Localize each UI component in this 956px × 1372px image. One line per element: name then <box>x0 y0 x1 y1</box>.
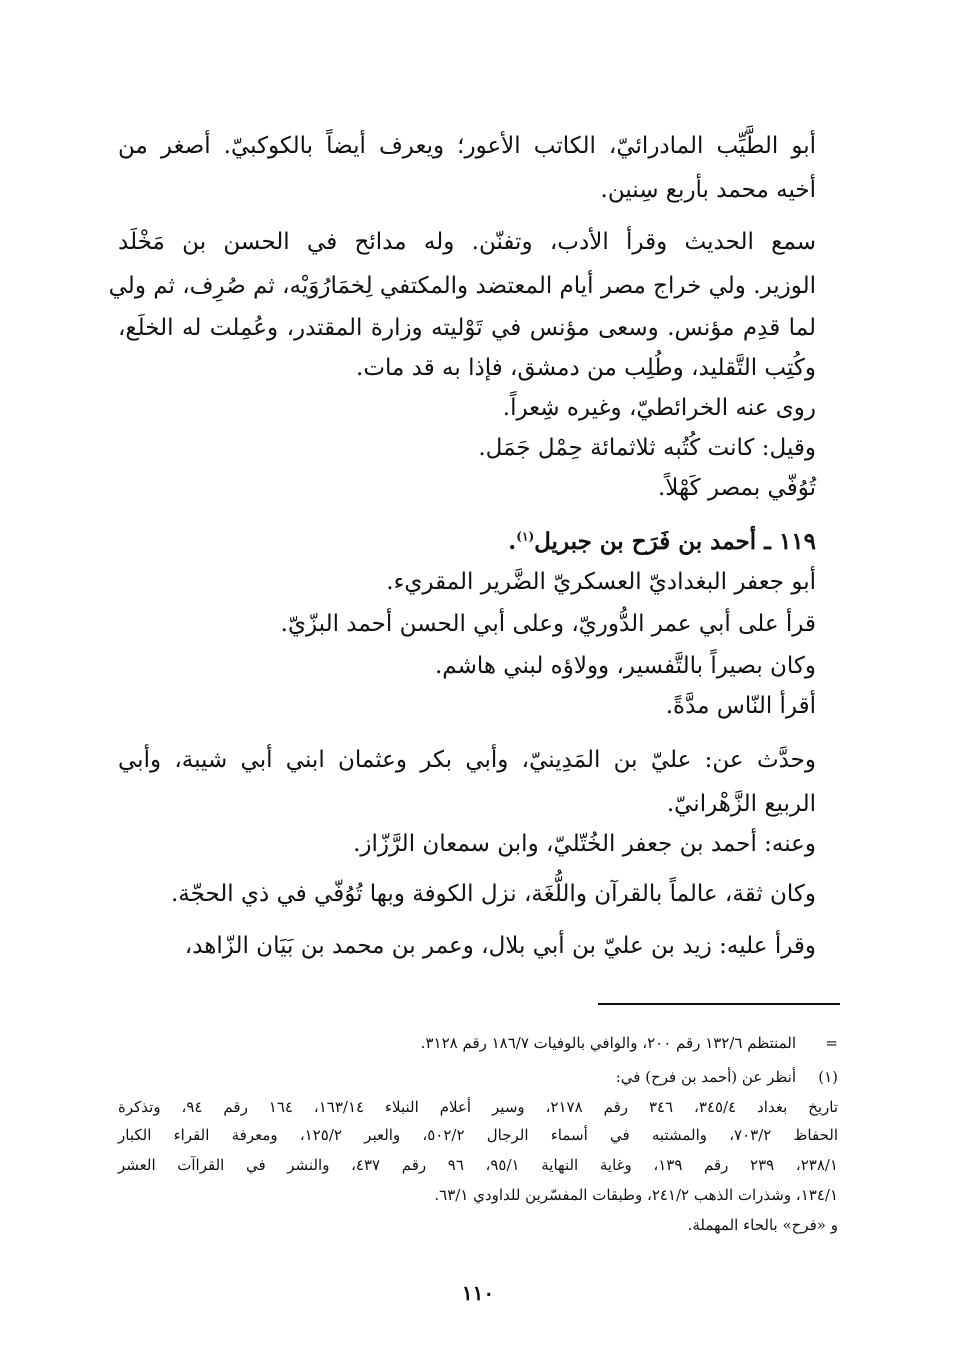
entry-heading <box>508 526 816 558</box>
body-line: وحدَّث عن: عليّ بن المَدِينيّ، وأبي بكر وعثمان ابني أبي شيبة، وأبي <box>118 747 816 773</box>
body-line: وعنه: أحمد بن جعفر الخُتّليّ، وابن سمعان الرَّزّاز. <box>353 831 816 857</box>
body-line: روى عنه الخرائطيّ، وغيره شِعراً. <box>502 395 816 421</box>
entry-end: . <box>508 528 517 555</box>
footnote-continuation-marker: = <box>825 1034 838 1052</box>
body-line: الربيع الزَّهْرانيّ. <box>666 791 816 817</box>
footnote-ref[interactable]: (١) <box>516 529 535 544</box>
footnote-line: ١٣٤/١، وشذرات الذهب ٢٤١/٢، وطبقات المفسّرين للداودي ٦٣/١. <box>434 1186 838 1204</box>
footnote-line: تاريخ بغداد ٣٤٥/٤، ٣٤٦ رقم ٢١٧٨، وسير أعلام النبلاء ١٦٣/١٤، ١٦٤ رقم ٩٤، وتذكرة <box>118 1098 839 1116</box>
footnote-line: و «فرح» بالحاء المهملة. <box>687 1216 838 1234</box>
body-line: الوزير. ولي خراج مصر أيام المعتضد والمكتفي لِخمَارُوَيْه، ثم صُرِف، ثم ولي <box>108 273 816 299</box>
footnote-line: المنتظم ١٣٢/٦ رقم ٢٠٠، والوافي بالوفيات ١٨٦/٧ رقم ٣١٢٨. <box>420 1034 796 1052</box>
footnote-line: ٢٣٨/١، ٢٣٩ رقم ١٣٩، وغاية النهاية ٩٥/١، ٩٦ رقم ٤٣٧، والنشر في القراآت العشر <box>118 1156 838 1174</box>
body-line: لما قدِم مؤنس. وسعى مؤنس في تَوْليته وزارة المقتدر، وعُمِلت له الخلَع، <box>118 315 816 341</box>
body-line: أبو الطَّيِّب المادرائيّ، الكاتب الأعور؛ ويعرف أيضاً بالكوكبيّ. أصغر من <box>118 133 816 159</box>
body-line: سمع الحديث وقرأ الأدب، وتفنّن. وله مدائح في الحسن بن مَخْلَد <box>118 229 816 255</box>
entry-dash: ـ <box>764 528 771 555</box>
body-line: قرأ على أبي عمر الدُّوريّ، وعلى أبي الحسن أحمد البزّيّ. <box>280 611 816 637</box>
footnote-marker: (١) <box>818 1068 838 1086</box>
body-line: وكُتِب التَّقليد، وطُلِب من دمشق، فإذا به قد مات. <box>356 355 816 381</box>
footnote-line: الحفاظ ٧٠٣/٢، والمشتبه في أسماء الرجال ٥٠٢/٢، والعبر ١٢٥/٢، ومعرفة القراء الكبار <box>118 1126 838 1144</box>
body-line: وقرأ عليه: زيد بن عليّ بن أبي بلال، وعمر بن محمد بن بَيَان الزّاهد، <box>184 933 816 959</box>
entry-name: أحمد بن فَرَح بن جبريل <box>534 528 757 555</box>
entry-number: ١١٩ <box>778 528 816 555</box>
page-number: ١١٠ <box>461 1281 495 1305</box>
body-line: تُوُفّي بمصر كَهْلاً. <box>658 475 816 501</box>
body-line: أخيه محمد بأربع سِنين. <box>600 177 816 203</box>
footnote-line: أنظر عن (أحمد بن فرح) في: <box>615 1068 796 1086</box>
body-line: وكان بصيراً بالتَّفسير، وولاؤه لبني هاشم. <box>434 653 816 679</box>
body-line: أبو جعفر البغداديّ العسكريّ الضَّرير المقريء. <box>386 569 816 595</box>
body-line: وكان ثقة، عالماً بالقرآن واللُّغَة، نزل الكوفة وبها تُوُفّي في ذي الحجّة. <box>170 881 816 907</box>
footnote-separator <box>598 1003 840 1005</box>
body-line: أقرأ النّاس مدَّةً. <box>665 693 816 719</box>
body-line: وقيل: كانت كُتُبه ثلاثمائة حِمْل جَمَل. <box>478 435 816 461</box>
